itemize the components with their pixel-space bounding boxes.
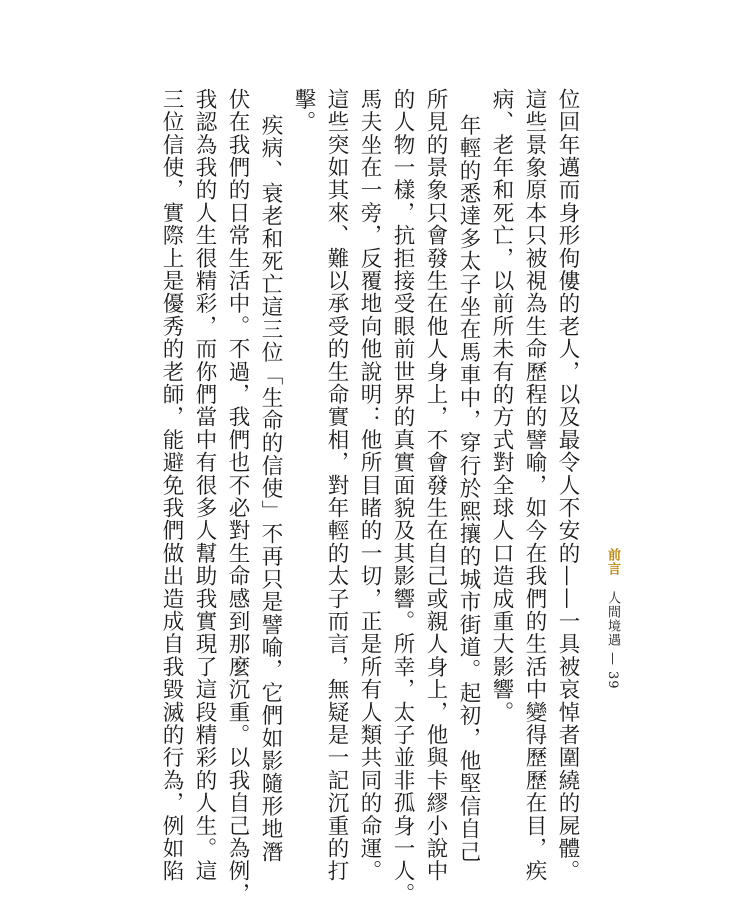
text-column: 我認為我的人生很精彩，而你們當中有很多人幫助我實現了這段精彩的人生。這: [192, 88, 217, 883]
book-title: 人間境遇: [605, 591, 620, 648]
text-column: 馬夫坐在一旁，反覆地向他說明：他所目睹的一切，正是所有人類共同的命運。: [357, 88, 382, 883]
text-column: 擊。: [291, 88, 316, 134]
text-column: 這些突如其來、難以承受的生命實相，對年輕的太子而言，無疑是一記沉重的打: [324, 88, 349, 883]
running-separator: —: [605, 652, 620, 667]
text-column: 三位信使，實際上是優秀的老師，能避免我們做出造成自我毀滅的行為，例如陷: [159, 88, 184, 883]
text-column: 疾病、衰老和死亡這三位「生命的信使」不再只是譬喻，它們如影隨形地潛: [258, 113, 283, 863]
text-column: 年輕的悉達多太子坐在馬車中，穿行於熙攘的城市街道。起初，他堅信自己: [456, 113, 481, 863]
text-column: 伏在我們的日常生活中。不過，我們也不必對生命感到那麼沉重。以我自己為例，: [225, 88, 250, 905]
text-column: 這些景象原本只被視為生命歷程的譬喻，如今在我們的生活中變得歷歷在目，疾: [522, 88, 547, 883]
text-column: 位回年邁而身形佝僂的老人，以及最令人不安的——一具被哀悼者圍繞的屍體。: [555, 88, 580, 883]
running-head: [604, 548, 620, 690]
page-number: 39: [605, 671, 620, 690]
body-text: [155, 88, 584, 905]
text-column: 的人物一樣，抗拒接受眼前世界的真實面貌及其影響。所幸，太子並非孤身一人。: [390, 88, 415, 905]
chapter-label: 前言: [605, 548, 620, 576]
text-column: 所見的景象只會發生在他人身上，不會發生在自己或親人身上，他與卡繆小說中: [423, 88, 448, 883]
text-column: 病、老年和死亡，以前所未有的方式對全球人口造成重大影響。: [489, 88, 514, 724]
